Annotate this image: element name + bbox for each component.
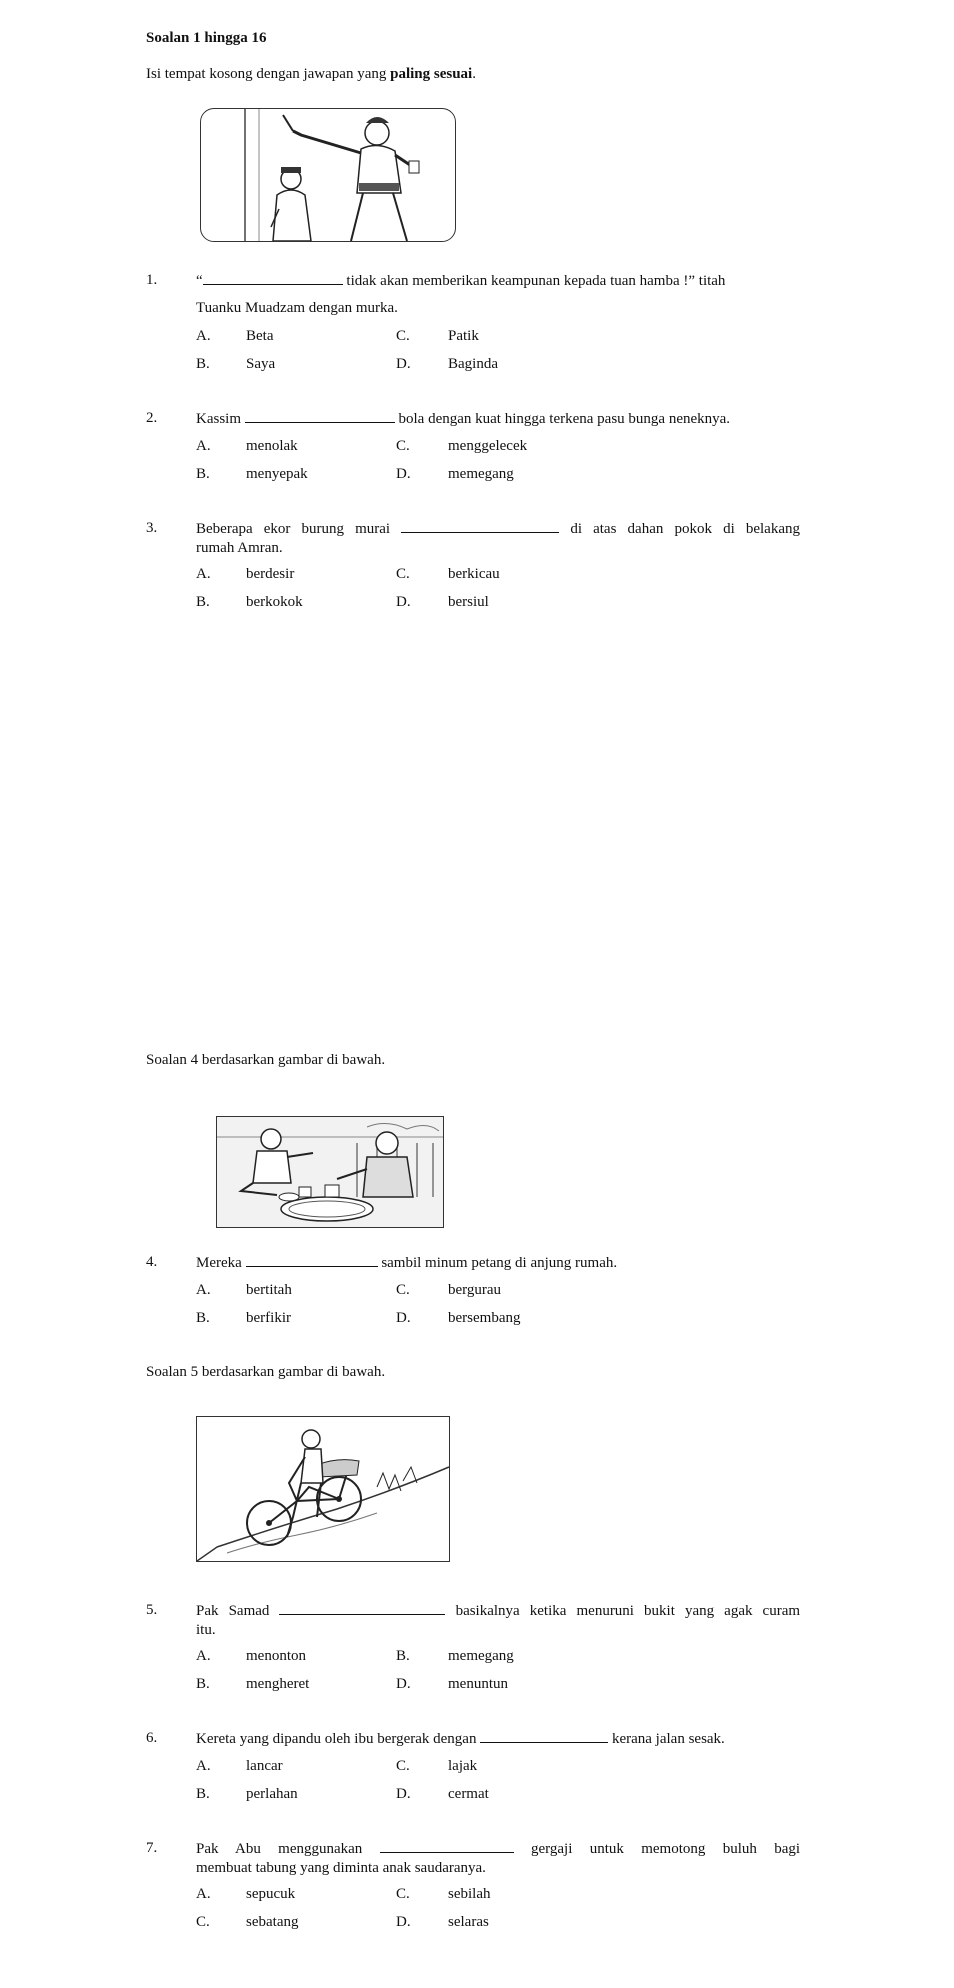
option-letter: C. [396,328,410,344]
option-letter: B. [196,1676,210,1692]
option-letter: D. [396,1914,411,1930]
option-letter: A. [196,1758,211,1774]
option-text: mengheret [246,1676,310,1692]
option-text: berdesir [246,566,295,582]
question-number: 6. [146,1730,158,1746]
question-1 [0,272,954,292]
option-letter: C. [396,1886,410,1902]
option-letter: D. [396,1786,411,1802]
option-letter: D. [396,466,411,482]
option-text: berkokok [246,594,303,610]
option-text: bertitah [246,1282,292,1298]
option-text: menolak [246,438,298,454]
option-letter: A. [196,328,211,344]
option-letter: B. [196,356,210,372]
option-letter: D. [396,1310,411,1326]
option-letter: C. [196,1914,210,1930]
question-text: Kereta yang dipandu oleh ibu bergerak dengan kerana jalan sesak. [196,1731,725,1747]
option-letter: C. [396,566,410,582]
option-letter: C. [396,438,410,454]
instruction: Isi tempat kosong dengan jawapan yang paling sesuai. [146,66,476,82]
option-text: menuntun [448,1676,508,1692]
option-text: memegang [448,1648,514,1664]
question-text-line2: membuat tabung yang diminta anak saudaranya. [196,1860,486,1876]
option-letter: D. [396,1676,411,1692]
option-letter: A. [196,1648,211,1664]
option-text: sebilah [448,1886,491,1902]
answer-blank [246,1254,378,1267]
question-text: “ tidak akan memberikan keampunan kepada tuan hamba !” titah [196,273,726,289]
answer-blank [401,520,559,533]
question-number: 1. [146,272,158,288]
option-text: perlahan [246,1786,298,1802]
question-text-line2: itu. [196,1622,216,1638]
answer-blank [480,1730,608,1743]
question-2 [0,410,954,430]
option-letter: B. [396,1648,410,1664]
question-6 [0,1730,954,1750]
option-text: sebatang [246,1914,299,1930]
option-text: selaras [448,1914,489,1930]
question-5 [0,1602,954,1622]
option-text: bersiul [448,594,489,610]
option-text: lancar [246,1758,283,1774]
question-text: Pak Samad basikalnya ketika menuruni bukit yang agak curam [196,1603,801,1619]
question-number: 7. [146,1840,158,1856]
answer-blank [279,1602,445,1615]
section-heading: Soalan 5 berdasarkan gambar di bawah. [146,1364,386,1380]
section-heading: Soalan 4 berdasarkan gambar di bawah. [146,1052,386,1068]
answer-blank [203,272,343,285]
option-text: berfikir [246,1310,291,1326]
answer-blank [245,410,395,423]
option-text: menonton [246,1648,306,1664]
option-letter: B. [196,1310,210,1326]
question-number: 5. [146,1602,158,1618]
option-text: lajak [448,1758,478,1774]
option-text: sepucuk [246,1886,296,1902]
question-text: Pak Abu menggunakan gergaji untuk memotong buluh bagi [196,1841,801,1857]
option-text: bersembang [448,1310,521,1326]
option-text: memegang [448,466,514,482]
option-text: berkicau [448,566,500,582]
question-3 [0,520,954,540]
question-text-line2: Tuanku Muadzam dengan murka. [196,300,398,316]
question-text: Kassim bola dengan kuat hingga terkena pasu bunga neneknya. [196,411,731,427]
option-letter: A. [196,438,211,454]
option-text: Beta [246,328,274,344]
option-letter: B. [196,466,210,482]
option-text: bergurau [448,1282,502,1298]
option-text: cermat [448,1786,489,1802]
question-7 [0,1840,954,1860]
king-drawing [201,109,455,241]
illustration-king [200,108,456,242]
page-title: Soalan 1 hingga 16 [146,30,267,46]
option-letter: C. [396,1758,410,1774]
question-number: 2. [146,410,158,426]
option-letter: A. [196,1886,211,1902]
option-text: menggelecek [448,438,528,454]
option-letter: B. [196,1786,210,1802]
bicycle-drawing [197,1417,449,1561]
question-4 [0,1254,954,1274]
option-letter: D. [396,356,411,372]
answer-blank [380,1840,514,1853]
option-letter: C. [396,1282,410,1298]
illustration-tea-time [216,1116,444,1228]
question-text: Mereka sambil minum petang di anjung rumah. [196,1255,618,1271]
option-text: menyepak [246,466,308,482]
question-text: Beberapa ekor burung murai di atas dahan pokok di belakang [196,521,800,537]
question-number: 4. [146,1254,158,1270]
option-text: Baginda [448,356,498,372]
option-letter: A. [196,1282,211,1298]
illustration-bicycle [196,1416,450,1562]
question-text-line2: rumah Amran. [196,540,283,556]
tea-time-drawing [217,1117,443,1227]
option-letter: D. [396,594,411,610]
option-text: Patik [448,328,479,344]
option-letter: A. [196,566,211,582]
option-letter: B. [196,594,210,610]
option-text: Saya [246,356,276,372]
question-number: 3. [146,520,158,536]
